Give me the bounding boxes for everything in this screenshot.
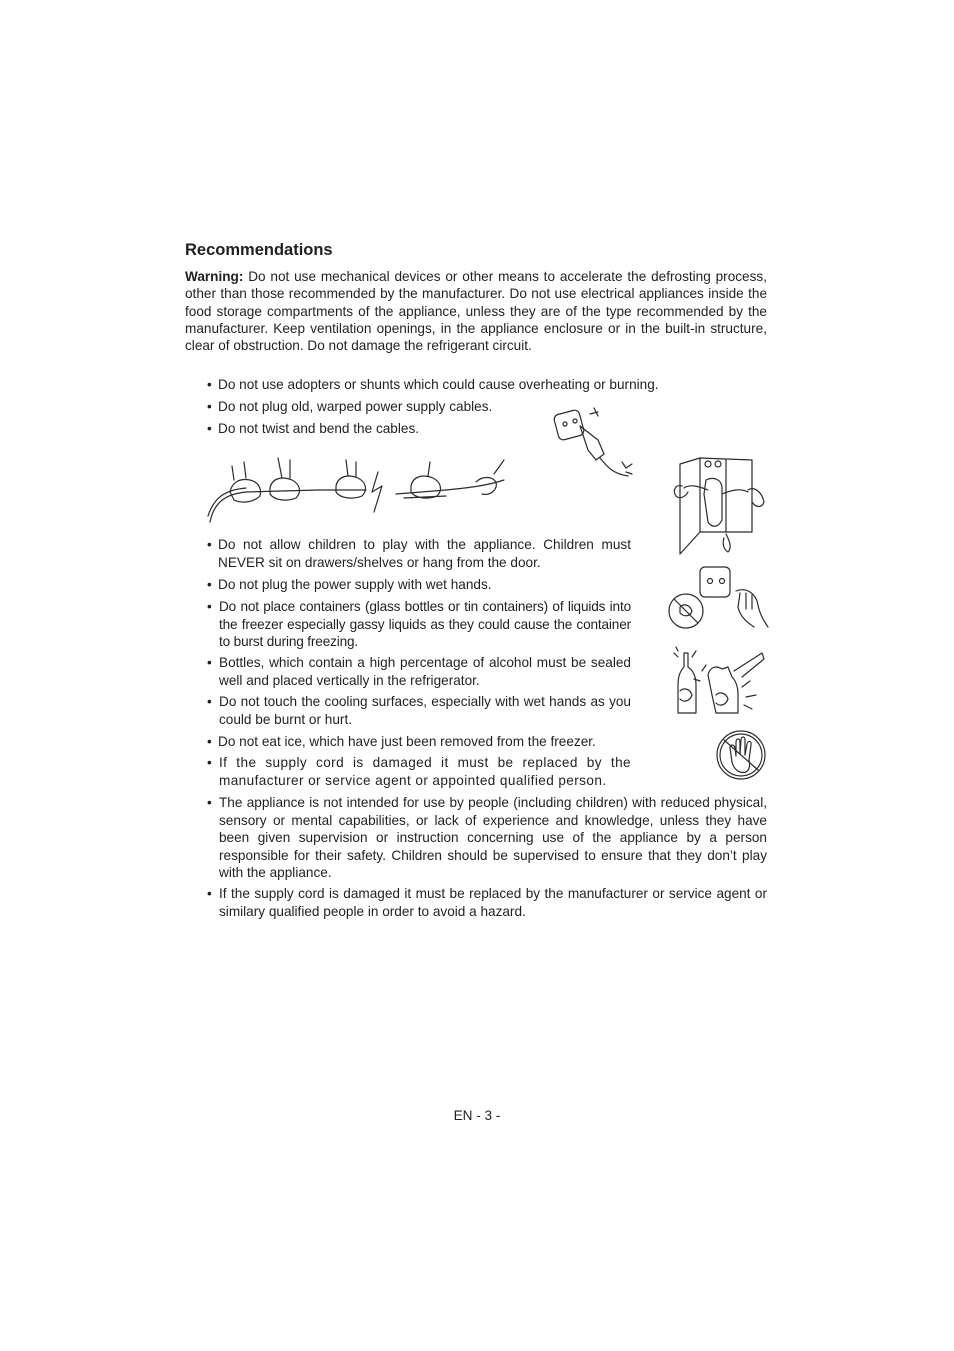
bullet-mark: • <box>207 399 212 414</box>
list-item-text: Do not eat ice, which have just been removed from the freezer. <box>218 734 596 749</box>
list-item-text: Do not allow children to play with the appliance. Children must NEVER sit on drawers/shelves or hang from the door. <box>218 537 631 570</box>
bullet-mark: • <box>207 795 212 810</box>
list-item-text: Do not use adopters or shunts which could cause overheating or burning. <box>218 377 659 392</box>
warning-label: Warning: <box>185 269 244 284</box>
list-item-text: Do not plug the power supply with wet hands. <box>218 577 492 592</box>
list-item <box>207 733 647 751</box>
twisted-cable-hands-icon <box>206 452 511 528</box>
list-item-text: Do not plug old, warped power supply cables. <box>218 399 493 414</box>
list-item <box>207 376 727 394</box>
warning-paragraph <box>185 268 767 354</box>
bullet-mark: • <box>207 377 212 392</box>
bullet-mark: • <box>207 886 212 901</box>
bullet-mark: • <box>207 734 212 749</box>
list-item <box>207 794 767 882</box>
page-title: Recommendations <box>185 241 333 259</box>
list-item-text: Do not touch the cooling surfaces, especially with wet hands as you could be burnt or hurt. <box>219 694 631 727</box>
list-item-text: Do not place containers (glass bottles or tin containers) of liquids into the freezer especially gassy liquids as they could cause the container to burst during freezing. <box>219 599 631 650</box>
no-touch-hand-icon <box>712 728 770 782</box>
page-number: EN - 3 - <box>453 1108 501 1123</box>
list-item-text: If the supply cord is damaged it must be replaced by the manufacturer or service agent or appointed qualified person. <box>219 755 631 788</box>
bullet-mark: • <box>207 655 212 670</box>
bullet-mark: • <box>207 421 212 436</box>
list-item <box>207 885 767 920</box>
list-item-text: If the supply cord is damaged it must be replaced by the manufacturer or service agent or similary qualified people in order to avoid a hazard. <box>219 886 767 919</box>
plug-cable-icon <box>550 404 640 484</box>
list-item-text: Bottles, which contain a high percentage of alcohol must be sealed well and placed vertically in the refrigerator. <box>219 655 631 688</box>
bullet-mark: • <box>207 755 213 770</box>
list-item <box>207 598 631 651</box>
bullet-mark: • <box>207 694 212 709</box>
list-item <box>207 754 631 789</box>
list-item <box>207 654 631 689</box>
list-item <box>207 693 631 728</box>
list-item <box>207 420 547 438</box>
list-item-text: The appliance is not intended for use by people (including children) with reduced physical, sensory or mental capabilities, or lack of experience and knowledge, unless they have been given supervision or instruction concerning use of the appliance by a person responsible for their safety. Children should be supervised to ensure that they don’t play with the appliance. <box>219 795 767 881</box>
bursting-bottles-icon <box>672 647 768 717</box>
child-hanging-fridge-icon <box>668 450 770 562</box>
list-item <box>207 576 631 594</box>
list-item-text: Do not twist and bend the cables. <box>218 421 420 436</box>
list-item <box>207 398 547 416</box>
bullet-mark: • <box>207 537 212 552</box>
bullet-mark: • <box>207 599 212 614</box>
wet-hands-plug-icon <box>664 563 770 635</box>
warning-text: Do not use mechanical devices or other means to accelerate the defrosting process, other than those recommended by the manufacturer. Do not use electrical appliances inside the food storage compartments of the appliance, unless they are of the type recommended by the manufacturer. Keep ventilation openings, in the appliance enclosure or in the built-in structure, clear of obstruction. Do not damage the refrigerant circuit. <box>185 269 767 354</box>
list-item <box>207 536 631 571</box>
bullet-mark: • <box>207 577 212 592</box>
